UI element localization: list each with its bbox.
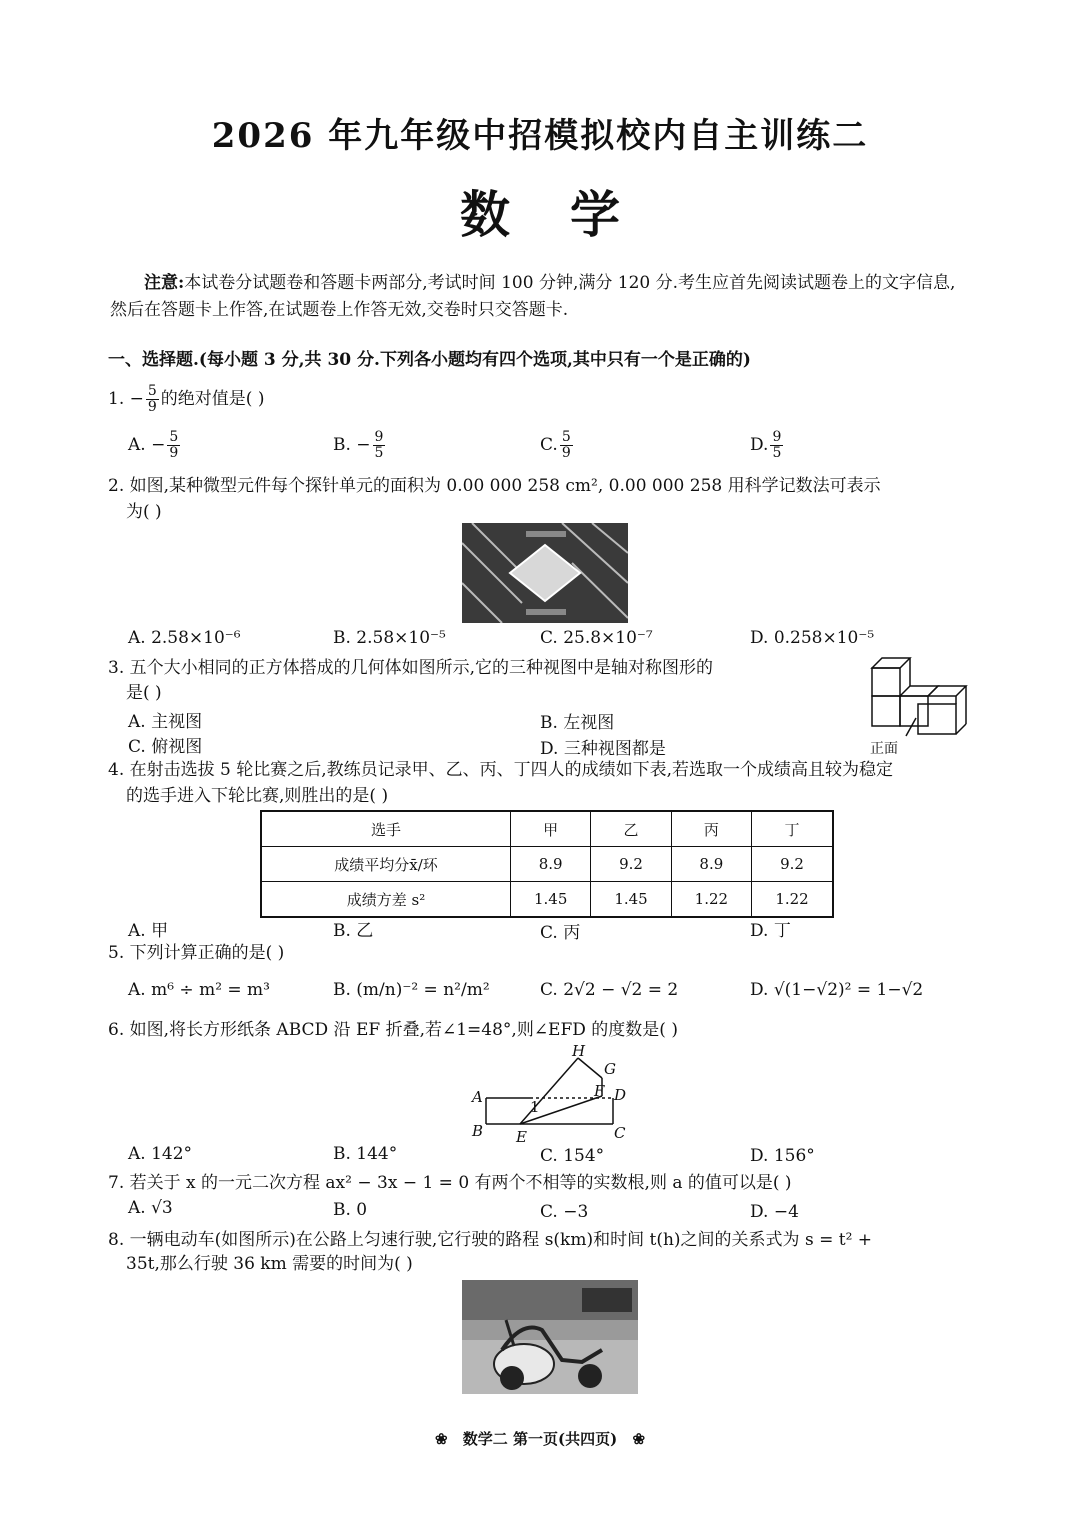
q4-option-b[interactable]: B. 乙 (333, 921, 374, 941)
q8-stem-line1: 8. 一辆电动车(如图所示)在公路上匀速行驶,它行驶的路程 s(km)和时间 t(h)之间的关系式为 s = t² + (108, 1230, 873, 1250)
q5-stem: 5. 下列计算正确的是( ) (108, 943, 285, 963)
q6-option-d[interactable]: D. 156° (750, 1146, 815, 1166)
q7-option-c[interactable]: C. −3 (540, 1202, 589, 1222)
q5-option-a[interactable]: A. m⁶ ÷ m² = m³ (128, 980, 270, 1000)
table-cell: 1.45 (591, 882, 671, 918)
q4-stem-line1: 4. 在射击选拔 5 轮比赛之后,教练员记录甲、乙、丙、丁四人的成绩如下表,若选取一个成绩高且较为稳定 (108, 760, 894, 780)
q2-stem-line2: 为( ) (126, 502, 162, 522)
table-cell: 丙 (671, 811, 751, 847)
q5-option-c[interactable]: C. 2√2 − √2 = 2 (540, 980, 679, 1000)
score-table (260, 810, 834, 918)
chip-photo (462, 523, 628, 623)
label-d: D (614, 1086, 627, 1104)
q8-stem-line2: 35t,那么行驶 36 km 需要的时间为( ) (126, 1254, 413, 1274)
label-g: G (604, 1060, 616, 1078)
table-header-row (261, 811, 833, 847)
fold-figure (468, 1040, 638, 1145)
q6-option-b[interactable]: B. 144° (333, 1144, 398, 1164)
table-cell: 1.45 (511, 882, 591, 918)
q4-option-c[interactable]: C. 丙 (540, 923, 581, 943)
notice-text: 本试卷分试题卷和答题卡两部分,考试时间 100 分钟,满分 120 分.考生应首先阅读试题卷上的文字信息,然后在答题卡上作答,在试题卷上作答无效,交卷时只交答题卡. (110, 273, 956, 320)
subject-title: 数学 (460, 185, 680, 244)
page-footer (0, 1428, 1080, 1449)
q5-option-d[interactable]: D. √(1−√2)² = 1−√2 (750, 980, 924, 1000)
q5-option-b[interactable]: B. (m/n)⁻² = n²/m² (333, 980, 490, 1000)
footer-text: 数学二 第一页(共四页) (462, 1430, 618, 1448)
label-a: A (472, 1088, 483, 1106)
q1-prefix: 1. − (108, 389, 144, 409)
q2-option-b[interactable]: B. 2.58×10⁻⁵ (333, 628, 446, 648)
flower-icon: ❀ (632, 1430, 646, 1448)
q3-stem-line1: 3. 五个大小相同的正方体搭成的几何体如图所示,它的三种视图中是轴对称图形的 (108, 658, 714, 678)
q3-stem-line2: 是( ) (126, 683, 162, 703)
q4-option-a[interactable]: A. 甲 (128, 921, 169, 941)
notice-label: 注意: (144, 273, 185, 293)
q6-option-a[interactable]: A. 142° (128, 1144, 193, 1164)
label-e: E (516, 1128, 527, 1145)
q3-option-c[interactable]: C. 俯视图 (128, 737, 203, 757)
table-cell: 甲 (511, 811, 591, 847)
label-c: C (614, 1124, 626, 1142)
table-row (261, 882, 833, 918)
table-cell: 1.22 (671, 882, 751, 918)
notice (110, 270, 970, 324)
table-cell: 8.9 (511, 847, 591, 882)
q3-option-d[interactable]: D. 三种视图都是 (540, 739, 666, 759)
table-cell: 8.9 (671, 847, 751, 882)
flower-icon: ❀ (434, 1430, 448, 1448)
q1-option-a[interactable]: A. − $\frac{5}{9}$ (128, 429, 179, 461)
q2-option-c[interactable]: C. 25.8×10⁻⁷ (540, 628, 653, 648)
table-cell: 成绩方差 s² (261, 882, 511, 918)
q4-option-d[interactable]: D. 丁 (750, 921, 791, 941)
label-h: H (572, 1042, 586, 1060)
q6-stem: 6. 如图,将长方形纸条 ABCD 沿 EF 折叠,若∠1=48°,则∠EFD 的度数是( ) (108, 1020, 678, 1040)
front-label: 正面 (870, 741, 898, 757)
table-cell: 丁 (752, 811, 833, 847)
q6-option-c[interactable]: C. 154° (540, 1146, 605, 1166)
label-b: B (472, 1122, 484, 1140)
label-f: F (594, 1082, 605, 1100)
table-cell: 乙 (591, 811, 671, 847)
q2-option-a[interactable]: A. 2.58×10⁻⁶ (128, 628, 241, 648)
exam-title: 2026 年九年级中招模拟校内自主训练二 (211, 116, 869, 156)
q1-fraction: $\frac{5}{9}$ (147, 383, 157, 415)
q1-option-c[interactable]: C. $\frac{5}{9}$ (540, 429, 571, 461)
q1-suffix: 的绝对值是( ) (160, 389, 265, 409)
table-cell: 成绩平均分x̄/环 (261, 847, 511, 882)
table-cell: 1.22 (752, 882, 833, 918)
q1-option-d[interactable]: D. $\frac{9}{5}$ (750, 429, 782, 461)
q7-stem: 7. 若关于 x 的一元二次方程 ax² − 3x − 1 = 0 有两个不相等的实数根,则 a 的值可以是( ) (108, 1173, 792, 1193)
cube-figure (866, 654, 976, 744)
q2-option-d[interactable]: D. 0.258×10⁻⁵ (750, 628, 875, 648)
table-cell: 选手 (261, 811, 511, 847)
table-row (261, 847, 833, 882)
q1-option-b[interactable]: B. − $\frac{9}{5}$ (333, 429, 384, 461)
q4-stem-line2: 的选手进入下轮比赛,则胜出的是( ) (126, 786, 389, 806)
q3-option-b[interactable]: B. 左视图 (540, 713, 615, 733)
table-cell: 9.2 (591, 847, 671, 882)
q2-stem-line1: 2. 如图,某种微型元件每个探针单元的面积为 0.00 000 258 cm², 0.00 000 258 用科学记数法可表示 (108, 476, 881, 496)
q7-option-b[interactable]: B. 0 (333, 1200, 368, 1220)
label-angle-1: 1 (530, 1098, 540, 1116)
section-heading: 一、选择题.(每小题 3 分,共 30 分.下列各小题均有四个选项,其中只有一个是正确的) (108, 350, 751, 370)
q7-option-d[interactable]: D. −4 (750, 1202, 799, 1222)
q7-option-a[interactable]: A. √3 (128, 1198, 173, 1218)
q1-stem (108, 384, 264, 415)
table-cell: 9.2 (752, 847, 833, 882)
scooter-photo (462, 1280, 638, 1394)
q3-option-a[interactable]: A. 主视图 (128, 712, 203, 732)
